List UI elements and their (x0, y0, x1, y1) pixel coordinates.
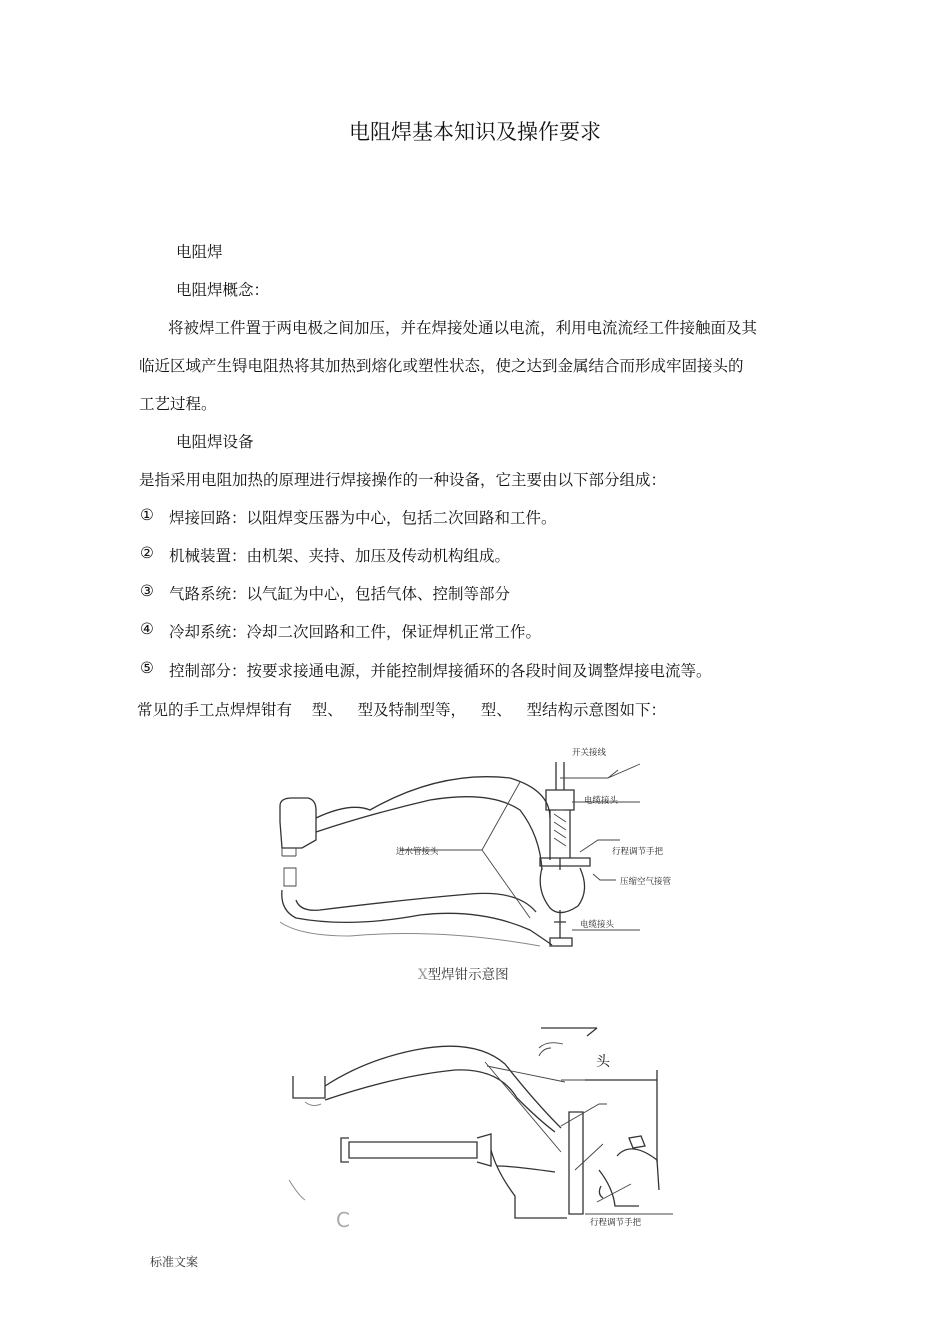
figure-intro-line: 常见的手工点焊焊钳有 型、 型及特制型等， 型、 型结构示意图如下： (137, 701, 667, 719)
concept-line-1: 将被焊工件置于两电极之间加压，并在焊接处通以电流，利用电流流经工件接触面及其 (168, 319, 758, 337)
list-item-text: 控制部分：按要求接通电源，并能控制焊接循环的各段时间及调整焊接电流等。 (169, 662, 712, 680)
label-cable-joint-bottom: 电缆接头 (580, 920, 615, 930)
label-switch-wiring: 开关接线 (572, 748, 607, 758)
page-title: 电阻焊基本知识及操作要求 (349, 120, 601, 144)
list-marker: ① (140, 506, 154, 524)
list-item (139, 582, 510, 604)
caption-letter: X (418, 967, 428, 983)
label-cable-joint-top: 电缆接头 (584, 796, 619, 806)
concept-line-2: 临近区域产生锝电阻热将其加热到熔化或塑性状态，使之达到金属结合而形成牢固接头的 (139, 357, 744, 375)
label-stroke-handle-c: 行程调节手把 (590, 1218, 642, 1228)
list-item-text: 冷却系统：冷却二次回路和工件，保证焊机正常工作。 (169, 623, 542, 641)
list-item-text: 焊接回路：以阻焊变压器为中心，包括二次回路和工件。 (169, 509, 557, 527)
list-marker: ④ (140, 620, 154, 638)
list-marker: ② (140, 544, 154, 562)
c-type-gun-diagram (285, 1020, 685, 1240)
section-heading-resistance-welding: 电阻焊 (176, 243, 223, 261)
label-head: 头 (596, 1054, 610, 1070)
list-item (139, 659, 712, 681)
list-item (139, 544, 510, 566)
list-item (139, 620, 541, 642)
list-item-text: 机械装置：由机架、夹持、加压及传动机构组成。 (169, 547, 511, 565)
footer-label: 标准文案 (150, 1255, 199, 1269)
equipment-heading: 电阻焊设备 (176, 433, 254, 451)
label-water-inlet: 进水管接头 (396, 847, 439, 857)
caption-text: 型焊钳示意图 (427, 967, 509, 983)
list-item-text: 气路系统：以气缸为中心，包括气体、控制等部分 (169, 585, 511, 603)
list-item (139, 506, 557, 528)
list-marker: ⑤ (140, 659, 154, 677)
concept-heading: 电阻焊概念： (176, 281, 270, 299)
equipment-intro: 是指采用电阻加热的原理进行焊接操作的一种设备，它主要由以下部分组成： (139, 471, 667, 489)
label-stroke-handle: 行程调节手把 (612, 847, 664, 857)
list-marker: ③ (140, 582, 154, 600)
label-compressed-air: 压缩空气接管 (620, 877, 672, 887)
figure-c-letter: C (336, 1208, 350, 1232)
concept-line-3: 工艺过程。 (139, 395, 217, 413)
figure-x-caption (418, 963, 509, 983)
